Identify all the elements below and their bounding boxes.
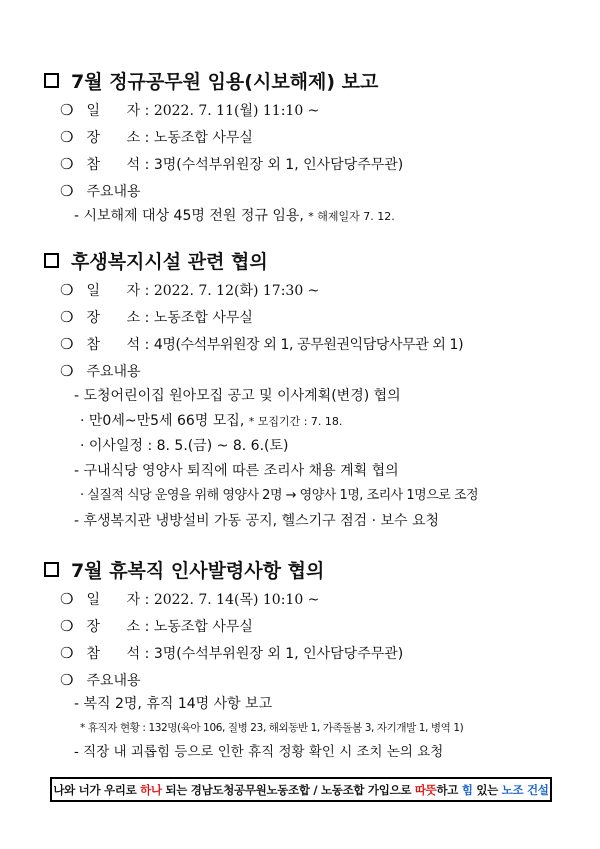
s1-content-row (60, 181, 141, 202)
footer-part-1: 나와 너가 우리로 (53, 782, 141, 797)
footer-part-7: 있는 (472, 782, 502, 797)
s3-content-label: 주요내용 (86, 673, 141, 689)
s3-place-label: 장 소 : (86, 619, 150, 635)
s3-item-2-text: * 휴직자 현황 : 132명(육아 106, 질병 23, 해외동반 1, 가족돌봄 3, 자기개발 1, 병역 1) (80, 722, 464, 734)
s2-item-6-text: - 후생복지관 냉방설비 가동 공지, 헬스기구 점검 · 보수 요청 (74, 513, 440, 529)
s2-date-row (60, 280, 319, 301)
section-3-title-row (44, 557, 324, 581)
circle-bullet-icon: ❍ (60, 617, 74, 635)
checkbox-square-icon (44, 253, 59, 268)
s2-item-6 (74, 511, 439, 531)
s1-date-value: 2022. 7. 11(월) 11:10 ~ (153, 103, 320, 119)
s2-attend-value: 4명(수석부위원장 외 1, 공무원권익담당사무관 외 1) (153, 337, 464, 353)
s2-attend-label: 참 석 : (86, 337, 150, 353)
s2-item-2 (80, 411, 342, 432)
circle-bullet-icon: ❍ (60, 128, 74, 146)
s3-place-value: 노동조합 사무실 (153, 619, 253, 635)
s2-item-1 (74, 386, 401, 406)
s3-content-row (60, 670, 141, 691)
s2-content-label: 주요내용 (86, 364, 141, 380)
s1-place-value: 노동조합 사무실 (153, 130, 253, 146)
s2-place-label: 장 소 : (86, 310, 150, 326)
section-2 (44, 248, 268, 272)
s2-date-value: 2022. 7. 12(화) 17:30 ~ (153, 283, 320, 299)
s2-item-5 (80, 486, 478, 506)
circle-bullet-icon: ❍ (60, 671, 74, 689)
s1-attend-row (60, 154, 403, 175)
s2-item-4 (74, 461, 399, 481)
s3-item-1 (74, 694, 272, 714)
s1-place-row (60, 127, 253, 148)
s1-place-label: 장 소 : (86, 130, 150, 146)
section-2-title-row (44, 248, 268, 272)
circle-bullet-icon: ❍ (60, 335, 74, 353)
footer-part-5: 하고 (436, 782, 462, 797)
s2-content-row (60, 361, 141, 382)
footer-part-2: 하나 (140, 782, 162, 797)
circle-bullet-icon: ❍ (60, 155, 74, 173)
s1-attend-value: 3명(수석부위원장 외 1, 인사담당주무관) (153, 157, 404, 173)
s3-attend-label: 참 석 : (86, 646, 150, 662)
s3-date-label: 일 자 : (86, 592, 150, 608)
s3-item-3 (74, 742, 443, 762)
s3-attend-value: 3명(수석부위원장 외 1, 인사담당주무관) (153, 646, 404, 662)
s3-item-2 (80, 718, 463, 738)
footer-part-8: 노조 건설 (501, 782, 549, 797)
s1-date-label: 일 자 : (86, 103, 150, 119)
s3-attend-row (60, 643, 403, 664)
circle-bullet-icon: ❍ (60, 644, 74, 662)
checkbox-square-icon (44, 73, 59, 88)
circle-bullet-icon: ❍ (60, 281, 74, 299)
s2-item-1-text: - 도청어린이집 원아모집 공고 및 이사계획(변경) 협의 (74, 388, 401, 404)
s3-item-3-text: - 직장 내 괴롭힘 등으로 인한 휴직 정황 확인 시 조치 논의 요청 (74, 744, 444, 760)
s3-date-value: 2022. 7. 14(목) 10:10 ~ (153, 592, 320, 608)
s1-item-1-note: * 해제일자 7. 12. (308, 210, 395, 223)
circle-bullet-icon: ❍ (60, 101, 74, 119)
circle-bullet-icon: ❍ (60, 590, 74, 608)
section-1-title: 7월 정규공무원 임용(시보해제) 보고 (71, 70, 379, 93)
s2-date-label: 일 자 : (86, 283, 150, 299)
s1-date-row (60, 100, 319, 121)
s2-item-3 (80, 436, 288, 456)
section-3 (44, 557, 324, 581)
s1-item-1-text: - 시보해제 대상 45명 전원 정규 임용, (74, 208, 304, 224)
section-1 (44, 68, 378, 92)
footer-slogan-box (50, 777, 552, 802)
s1-attend-label: 참 석 : (86, 157, 150, 173)
circle-bullet-icon: ❍ (60, 308, 74, 326)
s2-item-4-text: - 구내식당 영양사 퇴직에 따른 조리사 채용 계획 협의 (74, 463, 399, 479)
s2-item-2-note: * 모집기간 : 7. 18. (248, 415, 343, 428)
s3-date-row (60, 589, 319, 610)
section-3-title: 7월 휴복직 인사발령사항 협의 (71, 559, 325, 582)
s1-content-label: 주요내용 (86, 184, 141, 200)
s1-item-1 (74, 206, 395, 227)
s2-item-3-text: · 이사일정 : 8. 5.(금) ~ 8. 6.(토) (80, 438, 289, 454)
s3-item-1-text: - 복직 2명, 휴직 14명 사항 보고 (74, 696, 273, 712)
checkbox-square-icon (44, 562, 59, 577)
circle-bullet-icon: ❍ (60, 362, 74, 380)
footer-part-6: 힘 (461, 782, 473, 797)
section-1-title-row (44, 68, 378, 92)
section-2-title: 후생복지시설 관련 협의 (71, 250, 268, 273)
footer-part-4: 따뜻 (414, 782, 437, 797)
s2-place-value: 노동조합 사무실 (153, 310, 253, 326)
circle-bullet-icon: ❍ (60, 182, 74, 200)
s2-attend-row (60, 334, 463, 355)
s2-item-2-text: · 만0세~만5세 66명 모집, (80, 413, 245, 429)
s2-item-5-text: · 실질적 식당 운영을 위해 영양사 2명 → 영양사 1명, 조리사 1명으로 조정 (80, 488, 479, 503)
footer-part-3: 되는 경남도청공무원노동조합 / 노동조합 가입으로 (161, 782, 415, 797)
s3-place-row (60, 616, 253, 637)
s2-place-row (60, 307, 253, 328)
